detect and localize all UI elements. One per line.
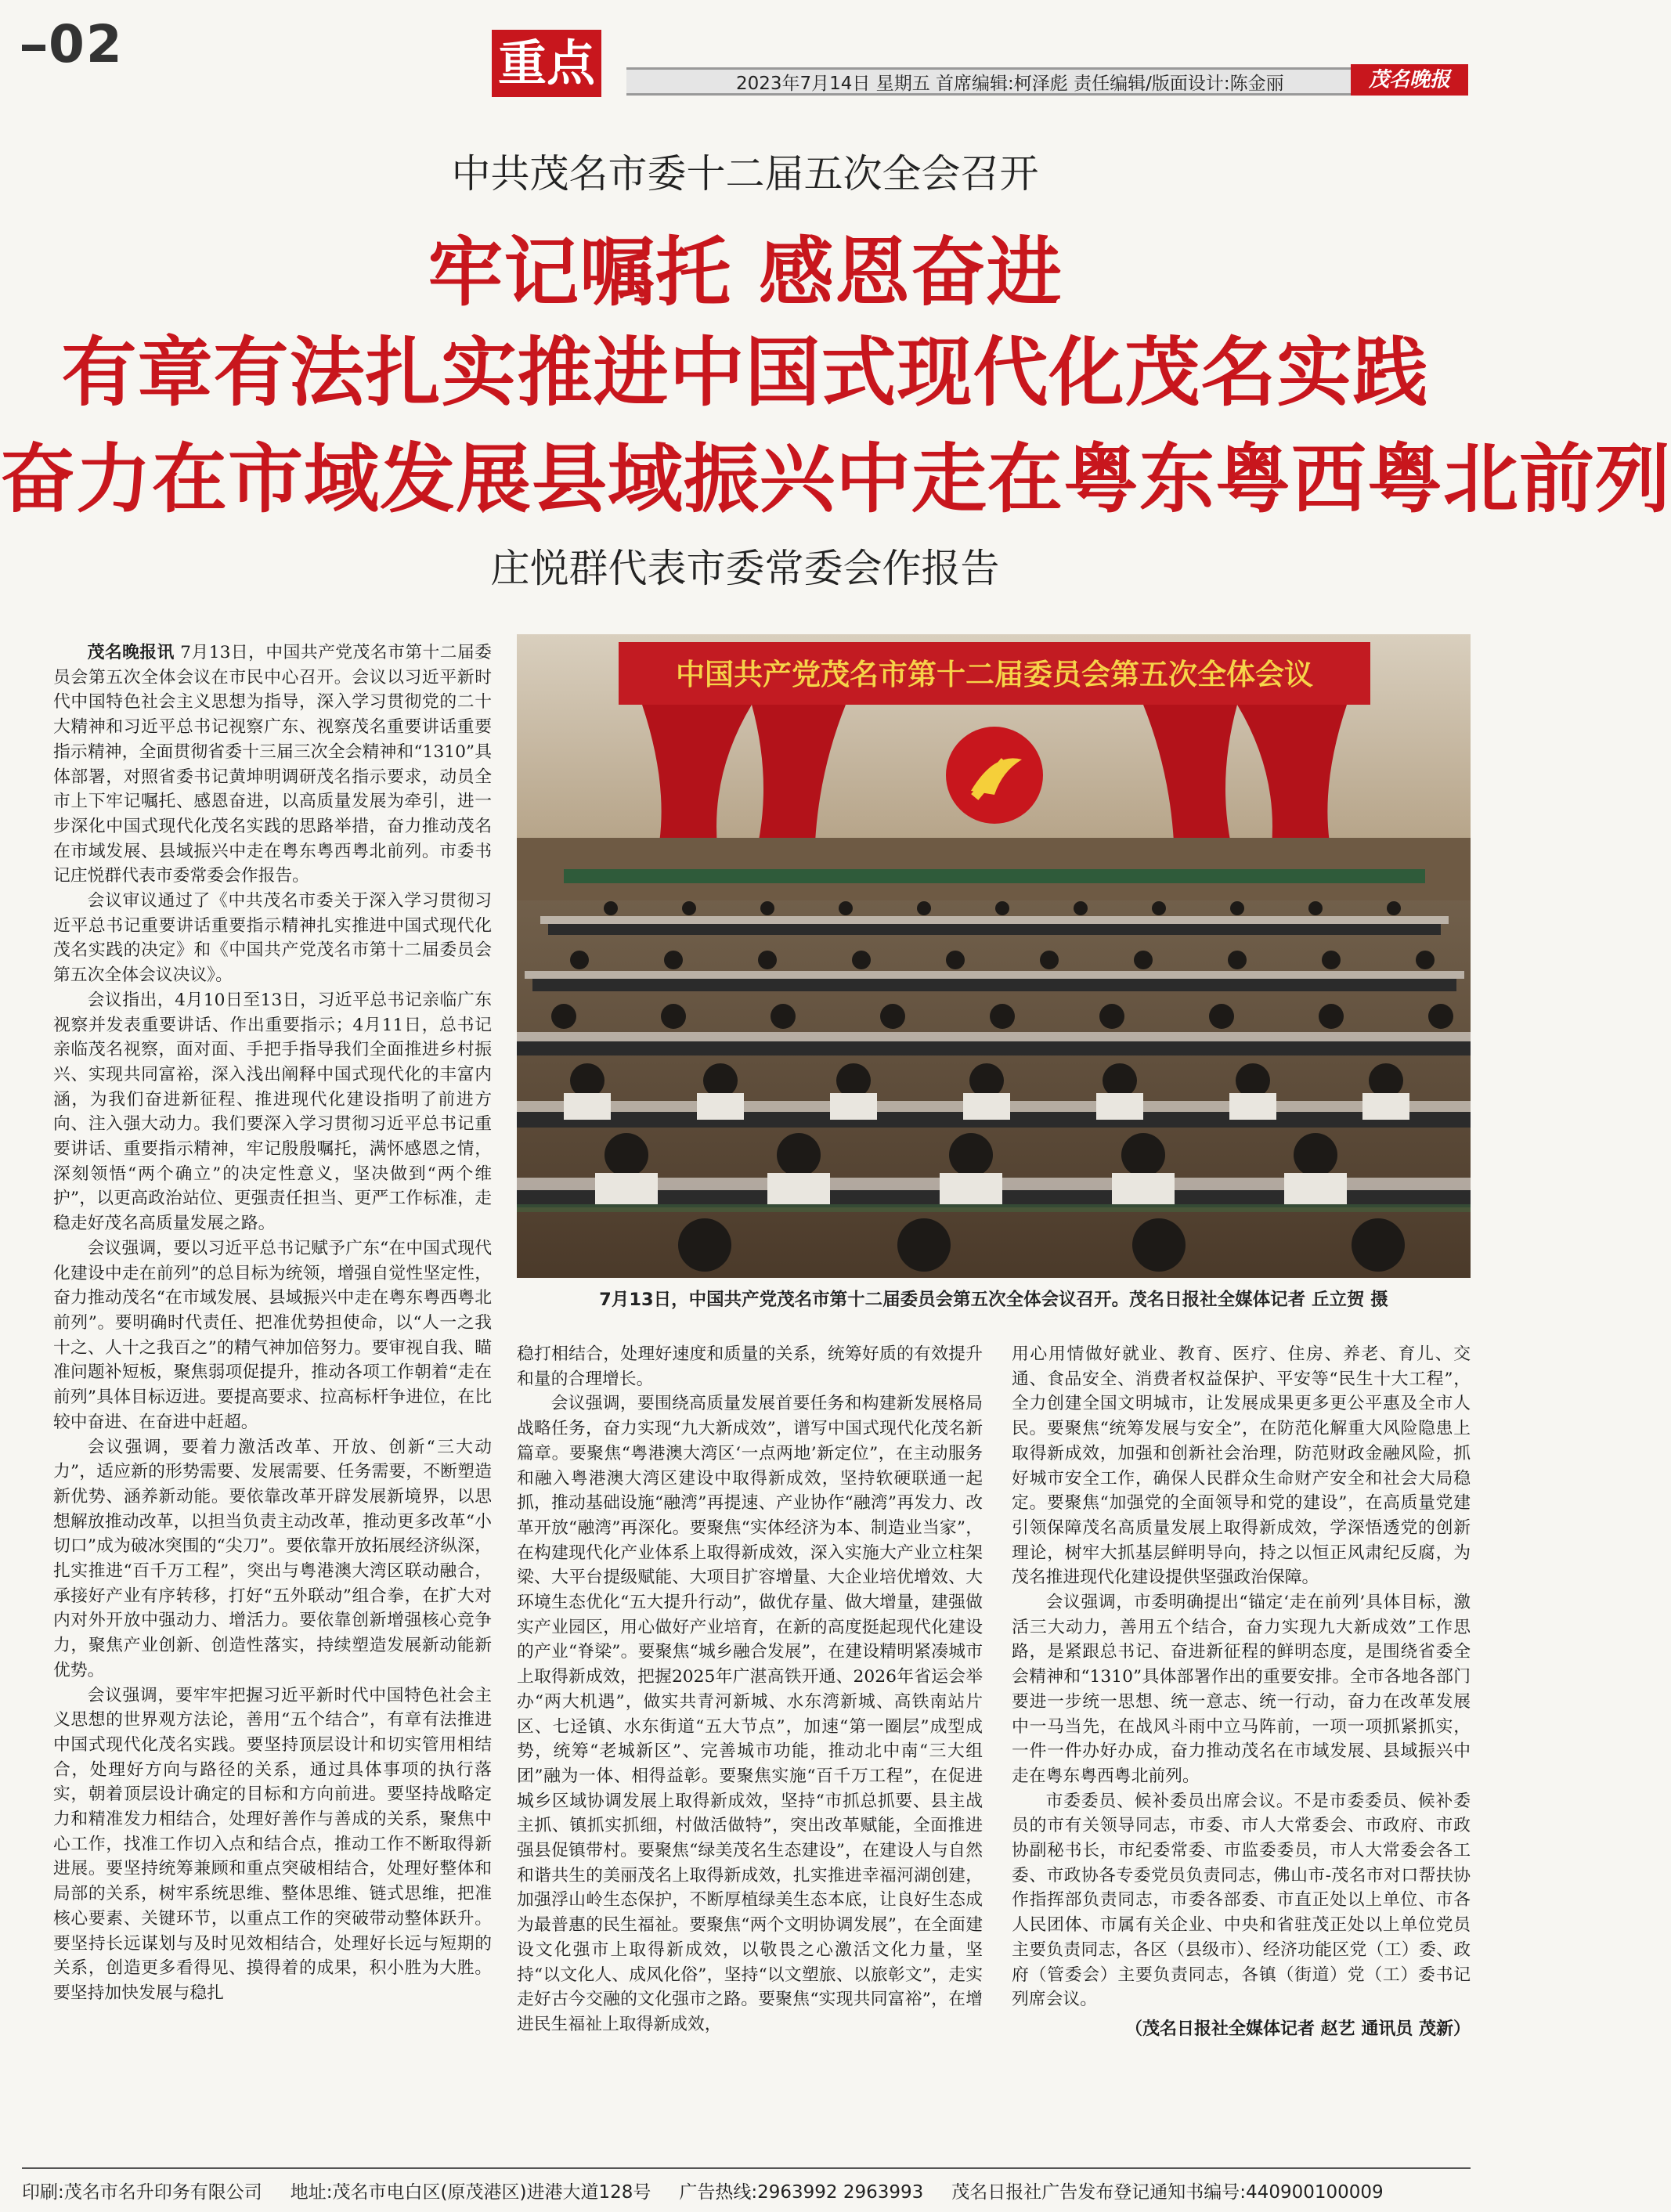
article-kicker: 中共茂名市委十二届五次全会召开: [451, 151, 1039, 197]
article-paragraph: 市委委员、候补委员出席会议。不是市委委员、候补委员的市有关领导同志，市委、市人大常委会、市政府、市政协副秘书长，市纪委常委、市监委委员，市人大常委会各工委、市政协各专委党员负责同志，佛山市-茂名市对口帮扶协作指挥部负责同志，市委各部委、市直正处以上单位、市各人民团体、市属有关企业、中央和省驻茂正处以上单位党员主要负责同志，各区（县级市）、经济功能区党（工）委、政府（管委会）主要负责同志，各镇（街道）党（工）委书记列席会议。: [1012, 1791, 1471, 2010]
footer-license: 茂名日报社广告发布登记通知书编号:440900100009: [951, 2182, 1384, 2203]
page-footer: [22, 2178, 1471, 2203]
article-paragraph: 用心用情做好就业、教育、医疗、住房、养老、育儿、交通、食品安全、消费者权益保护、平安等“民生十大工程”，全力创建全国文明城市，让发展成果更多更公平惠及全市人民。要聚焦“统筹发展与安全”，在防范化解重大风险隐患上取得新成效，加强和创新社会治理，防范财政金融风险，抓好城市安全工作，确保人民群众生命财产安全和社会大局稳定。要聚焦“加强党的全面领导和党的建设”，在高质量党建引领保障茂名高质量发展上取得新成效，学深悟透党的创新理论，树牢大抓基层鲜明导向，持之以恒正风肃纪反腐，为茂名推进现代化建设提供坚强政治保障。: [1012, 1344, 1471, 1588]
photo-banner-text: 中国共产党茂名市第十二届委员会第五次全体会议: [676, 658, 1313, 691]
article-paragraph: 会议强调，市委明确提出“锚定‘走在前列’具体目标，激活三大动力，善用五个结合，奋力实现九大新成效”工作思路，是紧跟总书记、奋进新征程的鲜明态度，是围绕省委全会精神和“1310”具体部署作出的重要安排。全市各地各部门要进一步统一思想、统一意志、统一行动，奋力在改革发展中一马当先，在战风斗雨中立马阵前，一项一项抓紧抓实，一件一件办好办成，奋力推动茂名在市域发展、县域振兴中走在粤东粤西粤北前列。: [1012, 1593, 1471, 1786]
article-paragraph: 稳打相结合，处理好速度和质量的关系，统筹好质的有效提升和量的合理增长。: [517, 1344, 983, 1389]
article-paragraph: 会议强调，要牢牢把握习近平新时代中国特色社会主义思想的世界观方法论，善用“五个结合”，有章有法推进中国式现代化茂名实践。要坚持顶层设计和切实管用相结合，处理好方向与路径的关系，通过具体事项的执行落实，朝着顶层设计确定的目标和方向前进。要坚持战略定力和精准发力相结合，处理好善作与善成的关系，聚焦中心工作，找准工作切入点和结合点，推动工作不断取得新进展。要坚持统筹兼顾和重点突破相结合，处理好整体和局部的关系，树牢系统思维、整体思维、链式思维，把准核心要素、关键环节，以重点工作的突破带动整体跃升。要坚持长远谋划与及时见效相结合，处理好长远与短期的关系，创造更多看得见、摸得着的成果，积小胜为大胜。要坚持加快发展与稳扎: [53, 1685, 492, 2003]
article-paragraph: 会议审议通过了《中共茂名市委关于深入学习贯彻习近平总书记重要讲话重要指示精神扎实推进中国式现代化茂名实践的决定》和《中国共产党茂名市第十二届委员会第五次全体会议决议》。: [53, 891, 492, 986]
article-paragraph: 茂名晚报讯 7月13日，中国共产党茂名市第十二届委员会第五次全体会议在市民中心召开。会议以习近平新时代中国特色社会主义思想为指导，深入学习贯彻党的二十大精神和习近平总书记视察广东、视察茂名重要讲话重要指示精神，全面贯彻省委十三届三次全会精神和“1310”具体部署，对照省委书记黄坤明调研茂名指示要求，动员全市上下牢记嘱托、感恩奋进，以高质量发展为牵引，进一步深化中国式现代化茂名实践的思路举措，奋力推动茂名在市域发展、县域振兴中走在粤东粤西粤北前列。市委书记庄悦群代表市委常委会作报告。: [53, 643, 492, 886]
article-column-3: [1012, 1342, 1471, 2042]
article-paragraph: 会议强调，要着力激活改革、开放、创新“三大动力”，适应新的形势需要、发展需要、任务需要，不断塑造新优势、涵养新动能。要依靠改革开辟发展新境界，以思想解放推动改革，以担当负责主动改革，推动更多改革“小切口”成为破冰突围的“尖刀”。要依靠开放拓展经济纵深，扎实推进“百千万工程”，突出与粤港澳大湾区联动融合，承接好产业有序转移，打好“五外联动”组合拳，在扩大对内对外开放中强动力、增活力。要依靠创新增强核心竞争力，聚焦产业创新、创造性落实，持续塑造发展新动能新优势。: [53, 1437, 492, 1680]
footer-ad-hotline: 广告热线:2963992 2963993: [679, 2182, 924, 2203]
headline-line-1: 牢记嘱托 感恩奋进: [428, 229, 1063, 316]
article-column-2: [517, 1342, 983, 2037]
masthead-info: 2023年7月14日 星期五 首席编辑:柯泽彪 责任编辑/版面设计:陈金丽: [736, 74, 1284, 94]
lead-source: 茂名晚报讯: [87, 643, 175, 662]
newspaper-logo: 茂名晚报: [1351, 64, 1468, 96]
masthead: [0, 0, 1490, 125]
article-byline: （茂名日报社全媒体记者 赵艺 通讯员 茂新）: [1125, 2019, 1471, 2039]
footer-printer: 印刷:茂名市名升印务有限公司: [22, 2182, 262, 2203]
headline-line-3: 奋力在市域发展县域振兴中走在粤东粤西粤北前列: [0, 435, 1671, 523]
photo-caption: 7月13日，中国共产党茂名市第十二届委员会第五次全体会议召开。茂名日报社全媒体记者 丘立贺 摄: [599, 1290, 1388, 1310]
article-paragraph: 会议强调，要围绕高质量发展首要任务和构建新发展格局战略任务，奋力实现“九大新成效”，谱写中国式现代化茂名新篇章。要聚焦“粤港澳大湾区‘一点两地’新定位”，在主动服务和融入粤港澳大湾区建设中取得新成效，坚持软硬联通一起抓，推动基础设施“融湾”再提速、产业协作“融湾”再发力、改革开放“融湾”再深化。要聚焦“实体经济为本、制造业当家”，在构建现代化产业体系上取得新成效，深入实施大产业立柱架梁、大平台提级赋能、大项目扩容增量、大企业培优增效、大环境生态优化“五大提升行动”，做优存量、做大增量，建强做实产业园区，用心做好产业培育，在新的高度挺起现代化建设的产业“脊梁”。要聚焦“城乡融合发展”，在建设精明紧凑城市上取得新成效，把握2025年广湛高铁开通、2026年省运会举办“两大机遇”，做实共青河新城、水东湾新城、高铁南站片区、七迳镇、水东街道“五大节点”，加速“第一圈层”成型成势，统筹“老城新区”、完善城市功能，推动北中南“三大组团”融为一体、相得益彰。要聚焦实施“百千万工程”，在促进城乡区域协调发展上取得新成效，坚持“市抓总抓要、县主战主抓、镇抓实抓细，村做活做特”，突出改革赋能，全面推进强县促镇带村。要聚焦“绿美茂名生态建设”，在建设人与自然和谐共生的美丽茂名上取得新成效，扎实推进幸福河湖创建，加强浮山岭生态保护，不断厚植绿美生态本底，让良好生态成为最普惠的民生福祉。要聚焦“两个文明协调发展”，在全面建设文化强市上取得新成效，以敬畏之心激活文化力量，坚持“以文化人、成风化俗”，坚持“以文塑旅、以旅彰文”，走实走好古今交融的文化强市之路。要聚焦“实现共同富裕”，在增进民生福祉上取得新成效，: [517, 1394, 983, 2034]
footer-address: 地址:茂名市电白区(原茂港区)进港大道128号: [290, 2182, 651, 2203]
article-column-1: [53, 641, 492, 2006]
footer-rule: [22, 2167, 1471, 2169]
section-label: 重点: [492, 30, 601, 97]
meeting-photo: [517, 634, 1471, 1278]
article-paragraph: 会议指出，4月10日至13日，习近平总书记亲临广东视察并发表重要讲话、作出重要指示；4月11日，总书记亲临茂名视察，面对面、手把手指导我们全面推进乡村振兴、实现共同富裕，深入浅出阐释中国式现代化的丰富内涵，为我们奋进新征程、推进现代化建设指明了前进方向、注入强大动力。我们要深入学习贯彻习近平总书记重要讲话、重要指示精神，牢记殷殷嘱托，满怀感恩之情，深刻领悟“两个确立”的决定性意义，坚决做到“两个维护”，以更高政治站位、更强责任担当、更严工作标准，走稳走好茂名高质量发展之路。: [53, 990, 492, 1234]
article-paragraph: 会议强调，要以习近平总书记赋予广东“在中国式现代化建设中走在前列”的总目标为统领，增强自觉性坚定性，奋力推动茂名“在市域发展、县域振兴中走在粤东粤西粤北前列”。要明确时代责任、把准优势担使命，以“人一之我十之、人十之我百之”的精气神加倍努力。要审视自我、瞄准问题补短板，聚焦弱项促提升，推动各项工作朝着“走在前列”具体目标迈进。要提高要求、拉高标杆争进位，在比较中奋进、在奋进中赶超。: [53, 1238, 492, 1432]
article-subheadline: 庄悦群代表市委常委会作报告: [490, 546, 1000, 591]
page-number: 02: [22, 14, 124, 74]
headline-line-2: 有章有法扎实推进中国式现代化茂名实践: [61, 329, 1429, 417]
